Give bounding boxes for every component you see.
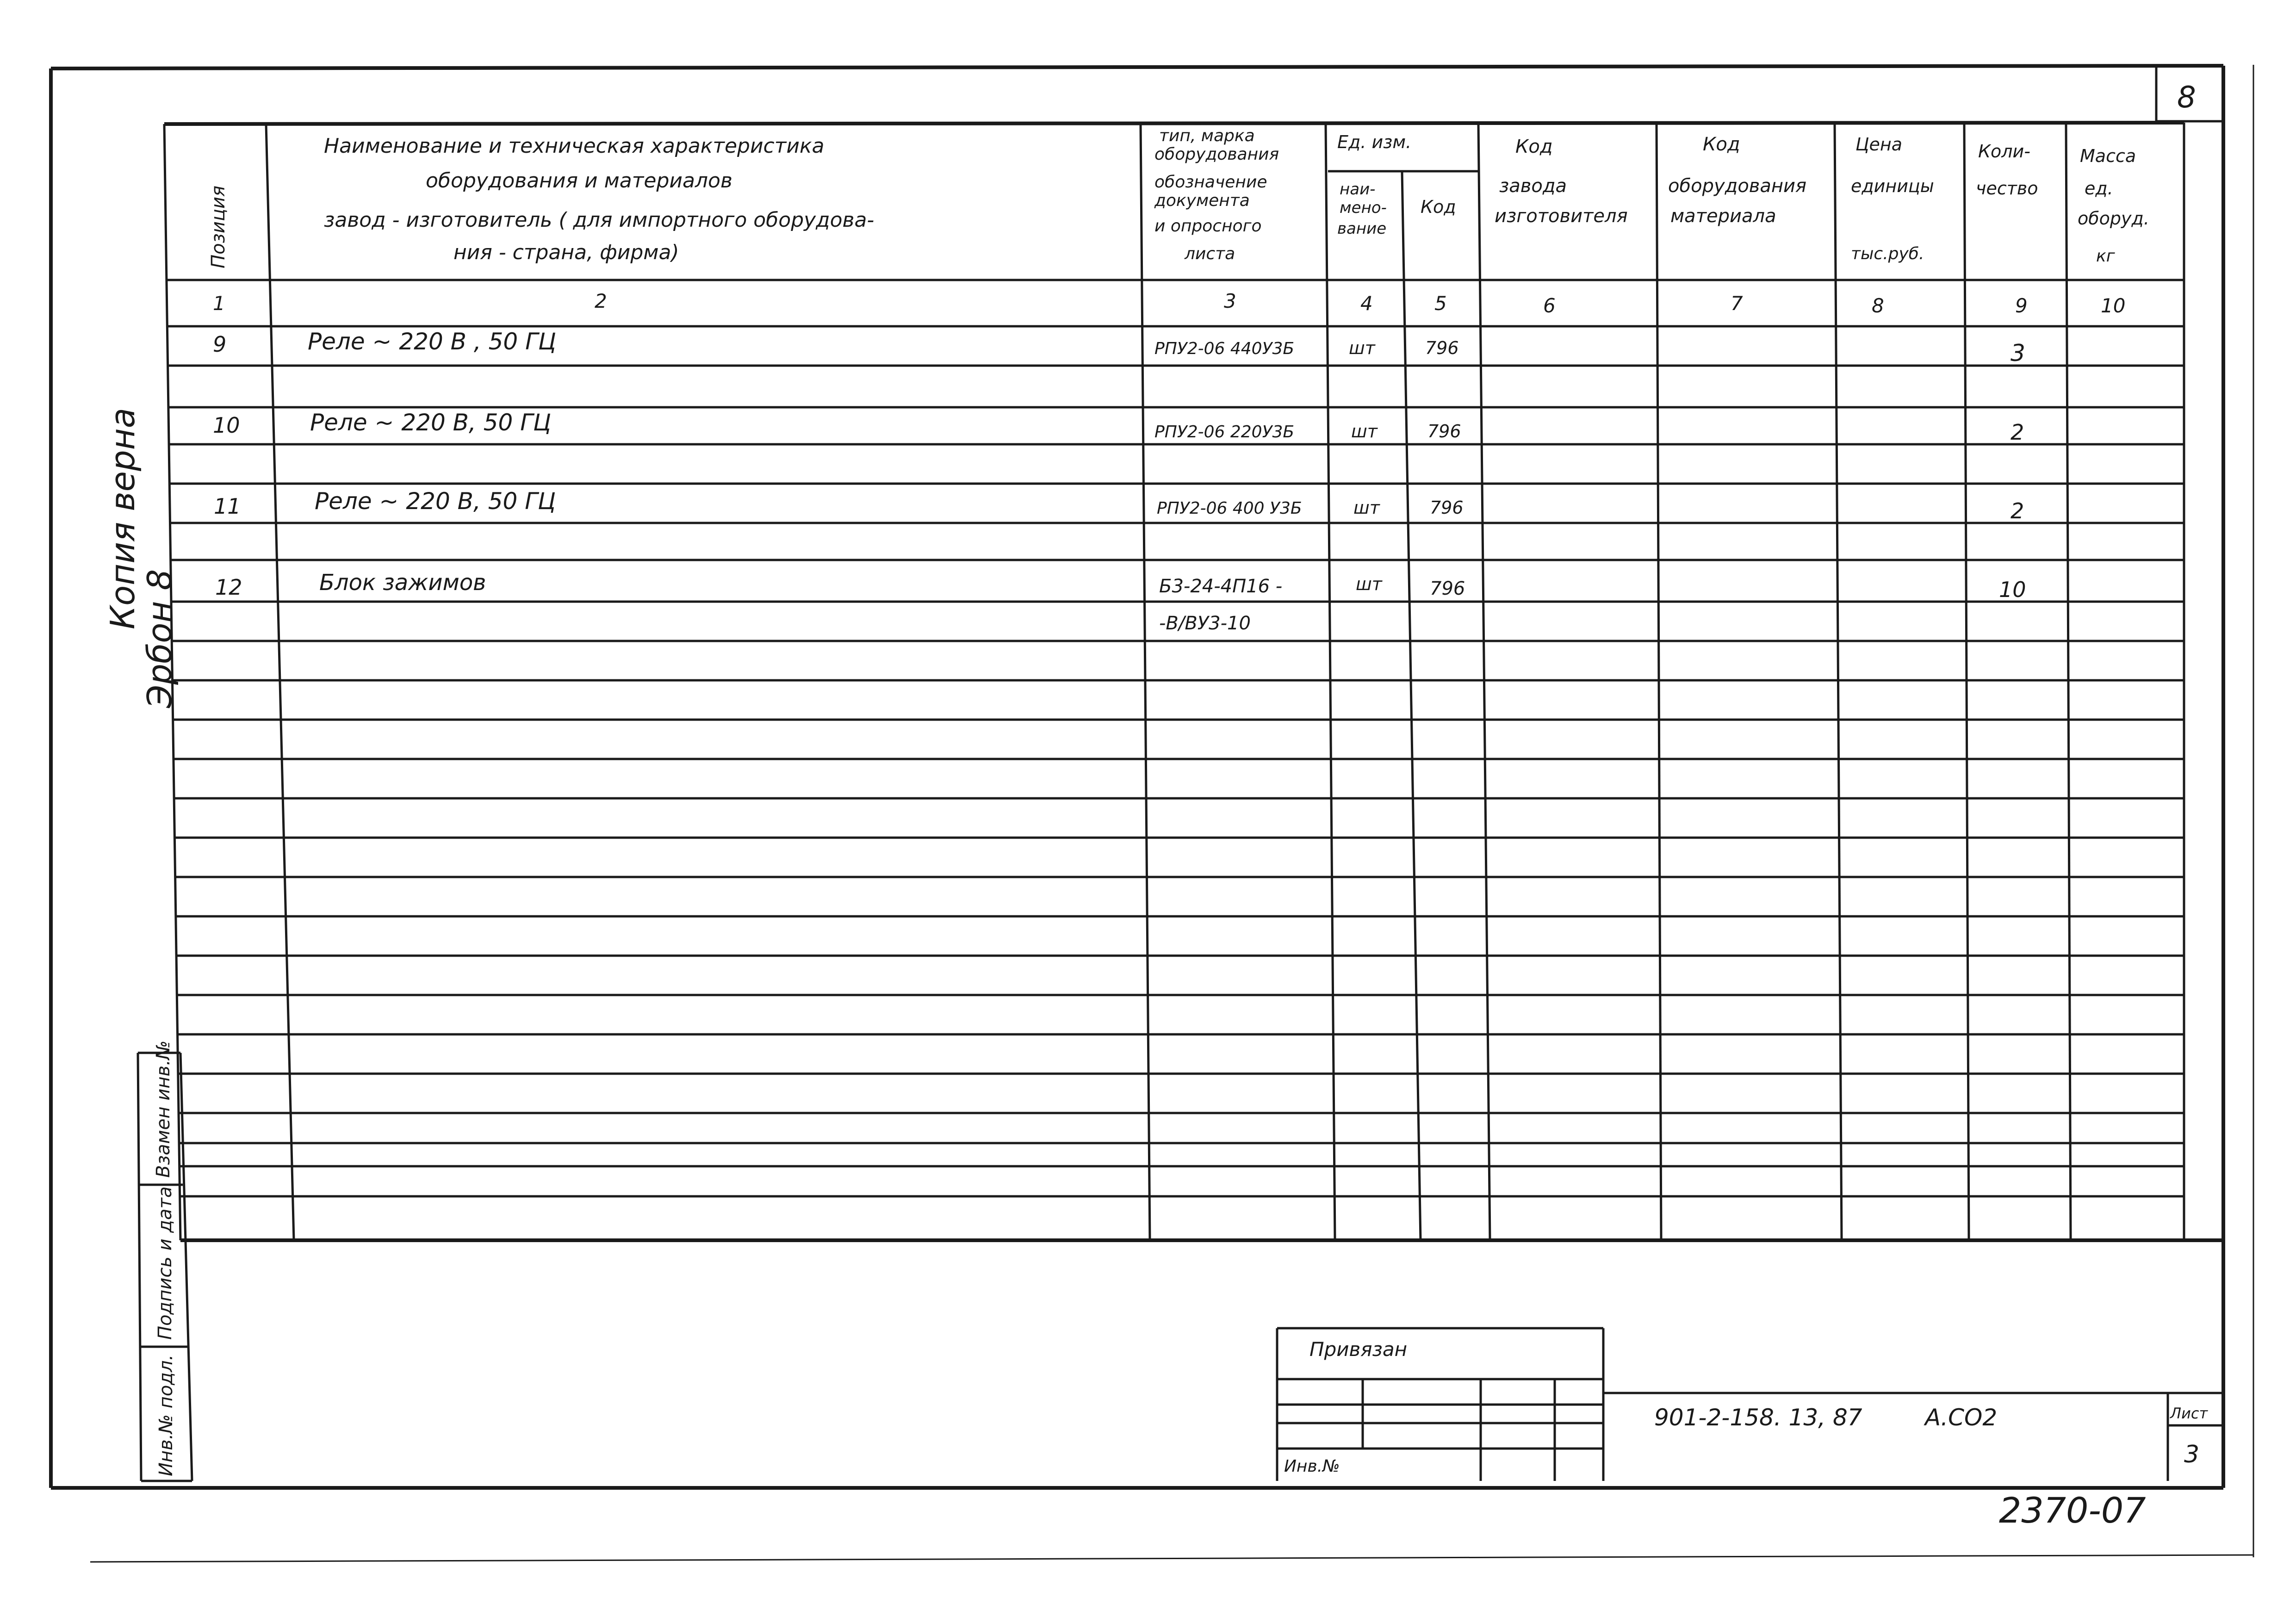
header-price-2: единицы	[1851, 176, 1934, 196]
header-mass-2: ед.	[2085, 178, 2113, 199]
row-unit: шт	[1349, 338, 1375, 358]
colnum-4: 4	[1360, 292, 1373, 315]
table-row	[214, 488, 2024, 523]
row-type: РПУ2-06 220У3Б	[1154, 423, 1295, 442]
header-unit-group: Ед. изм.	[1337, 132, 1412, 152]
row-type-line2: -В/ВУ3-10	[1159, 613, 1251, 634]
inv-no-label: Инв.№	[1284, 1457, 1340, 1476]
header-type-line3: обозначение	[1154, 173, 1267, 192]
header-factory-2: завода	[1499, 175, 1567, 197]
header-name-line1: Наименование и техническая характеристика	[324, 134, 825, 158]
header-unit-code: Код	[1421, 197, 1456, 217]
row-unit: шт	[1351, 421, 1378, 442]
row-qty: 3	[2011, 340, 2025, 367]
row-type: РПУ2-06 400 У3Б	[1157, 499, 1302, 518]
row-name: Реле ~ 220 В, 50 ГЦ	[310, 409, 551, 436]
header-name-line4: ния - страна, фирма)	[453, 241, 679, 264]
row-code: 796	[1430, 497, 1464, 518]
header-mass-3: оборуд.	[2078, 208, 2149, 229]
colnum-10: 10	[2101, 294, 2126, 317]
header-pos: Позиция	[208, 185, 229, 268]
header-type-line4: документа	[1154, 191, 1250, 210]
side-col-inv: Инв.№ подл.	[155, 1354, 177, 1476]
header-mass-4: кг	[2096, 247, 2115, 266]
side-columns	[138, 1040, 192, 1481]
header-type-line1: тип, марка	[1159, 126, 1255, 145]
row-code: 796	[1430, 578, 1465, 599]
row-pos: 9	[213, 332, 227, 357]
row-pos: 12	[215, 575, 242, 600]
colnum-5: 5	[1434, 292, 1447, 315]
stamp-line1: Копия верна	[103, 408, 142, 629]
header-qty-2: чество	[1976, 178, 2038, 199]
header-qty-1: Коли-	[1978, 141, 2030, 162]
row-pos: 11	[214, 494, 241, 519]
colnum-7: 7	[1731, 292, 1743, 315]
colnum-1: 1	[213, 292, 225, 315]
header-factory-3: изготовителя	[1495, 205, 1628, 227]
table-row	[213, 328, 2025, 367]
row-code: 796	[1425, 338, 1459, 358]
sheet-number: 3	[2184, 1441, 2200, 1468]
privyazan-label: Привязан	[1309, 1338, 1408, 1361]
corner-sheet-number	[2156, 66, 2223, 121]
header-mass-1: Масса	[2080, 146, 2136, 166]
row-qty: 10	[1999, 577, 2026, 602]
header-name-line2: оборудования и материалов	[426, 169, 732, 193]
row-type: Б3-24-4П16 -	[1159, 576, 1283, 597]
header-type-line2: оборудования	[1154, 145, 1279, 164]
row-pos: 10	[213, 413, 240, 438]
row-code: 796	[1427, 421, 1461, 442]
doc-code: 901-2-158. 13, 87	[1654, 1404, 1862, 1431]
header-type-line5: и опросного	[1154, 217, 1262, 236]
side-stamp	[103, 408, 179, 709]
archive-number: 2370-07	[1999, 1490, 2146, 1531]
header-price-3: тыс.руб.	[1851, 244, 1924, 263]
table-row	[213, 409, 2024, 445]
header-equip-3: материала	[1670, 205, 1776, 227]
header-unit-name3: вание	[1337, 219, 1387, 238]
column-numbers	[213, 290, 2125, 317]
header-name-line3: завод - изготовитель ( для импортного оборудова-	[324, 208, 875, 232]
colnum-6: 6	[1543, 294, 1556, 317]
side-col-sign: Подпись и дата	[155, 1186, 176, 1340]
header-price-1: Цена	[1855, 134, 1903, 155]
colnum-9: 9	[2015, 294, 2028, 317]
row-qty: 2	[2011, 420, 2024, 445]
row-unit: шт	[1356, 574, 1382, 594]
sheet-frame	[51, 65, 2253, 1562]
table-grid	[164, 123, 2223, 1240]
row-name: Реле ~ 220 В , 50 ГЦ	[308, 328, 556, 355]
sheet-label: Лист	[2170, 1405, 2208, 1422]
header-equip-2: оборудования	[1668, 175, 1807, 197]
row-unit: шт	[1353, 497, 1380, 518]
colnum-2: 2	[595, 290, 607, 312]
colnum-8: 8	[1872, 294, 1884, 317]
header-unit-name2: мено-	[1340, 199, 1387, 217]
side-col-replace: Взамен инв.№	[153, 1040, 174, 1178]
row-qty: 2	[2011, 498, 2024, 523]
colnum-3: 3	[1224, 290, 1236, 312]
table-header	[208, 126, 2149, 268]
header-factory-1: Код	[1515, 136, 1553, 157]
header-type-line6: листа	[1185, 244, 1235, 263]
header-unit-name1: наи-	[1340, 180, 1376, 199]
row-type: РПУ2-06 440У3Б	[1154, 339, 1295, 358]
corner-number-text: 8	[2177, 81, 2196, 115]
row-name: Реле ~ 220 В, 50 ГЦ	[315, 488, 556, 515]
stamp-line2: Эрбон 8	[140, 569, 179, 708]
doc-section: А.СО2	[1925, 1404, 1998, 1431]
row-name: Блок зажимов	[319, 570, 486, 596]
header-equip-1: Код	[1703, 134, 1740, 155]
title-block	[1277, 1328, 2223, 1481]
